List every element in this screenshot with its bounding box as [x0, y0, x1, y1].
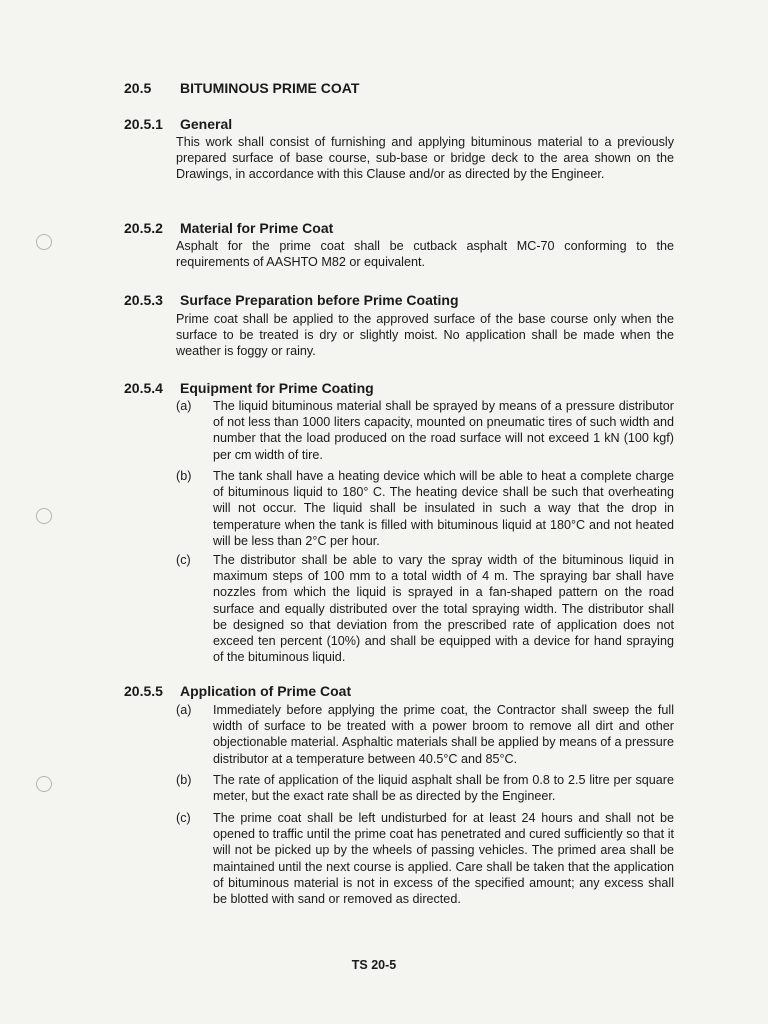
item-label: (b)	[176, 773, 192, 787]
subsection-heading-equipment	[124, 380, 374, 397]
item-label: (a)	[176, 399, 192, 413]
item-text: Immediately before applying the prime coat, the Contractor shall sweep the full width of surface to be treated with a power broom to remove all dirt and other objectionable material. Asphaltic materials shall be applied by means of a pressure distributor at a temperature between 40.5°C and 85°C.	[213, 703, 674, 766]
item-label: (c)	[176, 811, 191, 825]
subsection-heading-general	[124, 116, 232, 133]
section-number: 20.5	[124, 80, 152, 96]
item-text: The prime coat shall be left undisturbed for at least 24 hours and shall not be opened to traffic until the prime coat has penetrated and cured sufficiently so that it will not be picked up by the wheels of passing vehicles. The primed area shall be maintained until the next course is applied. Care shall be taken that the application of bituminous material is not in excess of the specified amount; any excess shall be blotted with sand or removed as directed.	[213, 811, 674, 907]
subsection-number: 20.5.1	[124, 116, 163, 132]
subsection-number: 20.5.2	[124, 220, 163, 236]
subsection-title: Material for Prime Coat	[180, 220, 334, 236]
section-heading	[124, 80, 359, 97]
subsection-number: 20.5.3	[124, 292, 163, 308]
general-paragraph: This work shall consist of furnishing and applying bituminous material to a previously prepared surface of base course, sub-base or bridge deck to the area shown on the Drawings, in accordance with this Clause and/or as directed by the Engineer.	[176, 135, 674, 182]
subsection-heading-surface	[124, 292, 459, 309]
section-title: BITUMINOUS PRIME COAT	[180, 80, 360, 96]
subsection-number: 20.5.4	[124, 380, 163, 396]
application-item-b	[176, 772, 674, 804]
subsection-title: General	[180, 116, 233, 132]
material-paragraph: Asphalt for the prime coat shall be cutback asphalt MC-70 conforming to the requirements of AASHTO M82 or equivalent.	[176, 239, 674, 270]
subsection-title: Application of Prime Coat	[180, 683, 352, 699]
punch-hole-mark	[36, 234, 52, 250]
punch-hole-mark	[36, 508, 52, 524]
equipment-item-b	[176, 468, 674, 549]
item-text: The liquid bituminous material shall be sprayed by means of a pressure distributor of not less than 1000 liters capacity, mounted on pneumatic tires of such width and number that the load produced on the road surface will not exceed 1 kN (100 kgf) per cm width of tire.	[213, 399, 674, 462]
item-label: (c)	[176, 553, 191, 567]
item-label: (b)	[176, 469, 192, 483]
subsection-heading-application	[124, 683, 351, 700]
punch-hole-mark	[36, 776, 52, 792]
subsection-title: Equipment for Prime Coating	[180, 380, 374, 396]
item-text: The rate of application of the liquid asphalt shall be from 0.8 to 2.5 litre per square meter, but the exact rate shall be as directed by the Engineer.	[213, 773, 674, 804]
equipment-item-a	[176, 398, 674, 463]
page-number: TS 20-5	[351, 958, 397, 972]
subsection-title: Surface Preparation before Prime Coating	[180, 292, 459, 308]
application-item-a	[176, 702, 674, 767]
page-footer	[0, 958, 768, 972]
item-text: The distributor shall be able to vary the spray width of the bituminous liquid in maximum steps of 100 mm to a total width of 4 m. The spraying bar shall have nozzles from which the liquid is sprayed in a fan-shaped pattern on the road surface and equally distributed over the total spraying width. The distributor shall be designed so that deviation from the prescribed rate of application does not exceed ten percent (10%) and shall be equipped with a device for hand spraying of the bituminous liquid.	[213, 553, 674, 665]
subsection-number: 20.5.5	[124, 683, 163, 699]
application-item-c	[176, 810, 674, 907]
equipment-item-c	[176, 552, 674, 665]
item-label: (a)	[176, 703, 192, 717]
subsection-heading-material	[124, 220, 333, 237]
surface-paragraph: Prime coat shall be applied to the approved surface of the base course only when the surface to be treated is dry or slightly moist. No application shall be made when the weather is foggy or rainy.	[176, 312, 674, 359]
item-text: The tank shall have a heating device which will be able to heat a complete charge of bituminous liquid to 180° C. The heating device shall be such that overheating will not occur. The liquid shall be insulated in such a way that the drop in temperature when the tank is filled with bituminous liquid at 180°C and not heated will be less than 2°C per hour.	[213, 469, 674, 548]
